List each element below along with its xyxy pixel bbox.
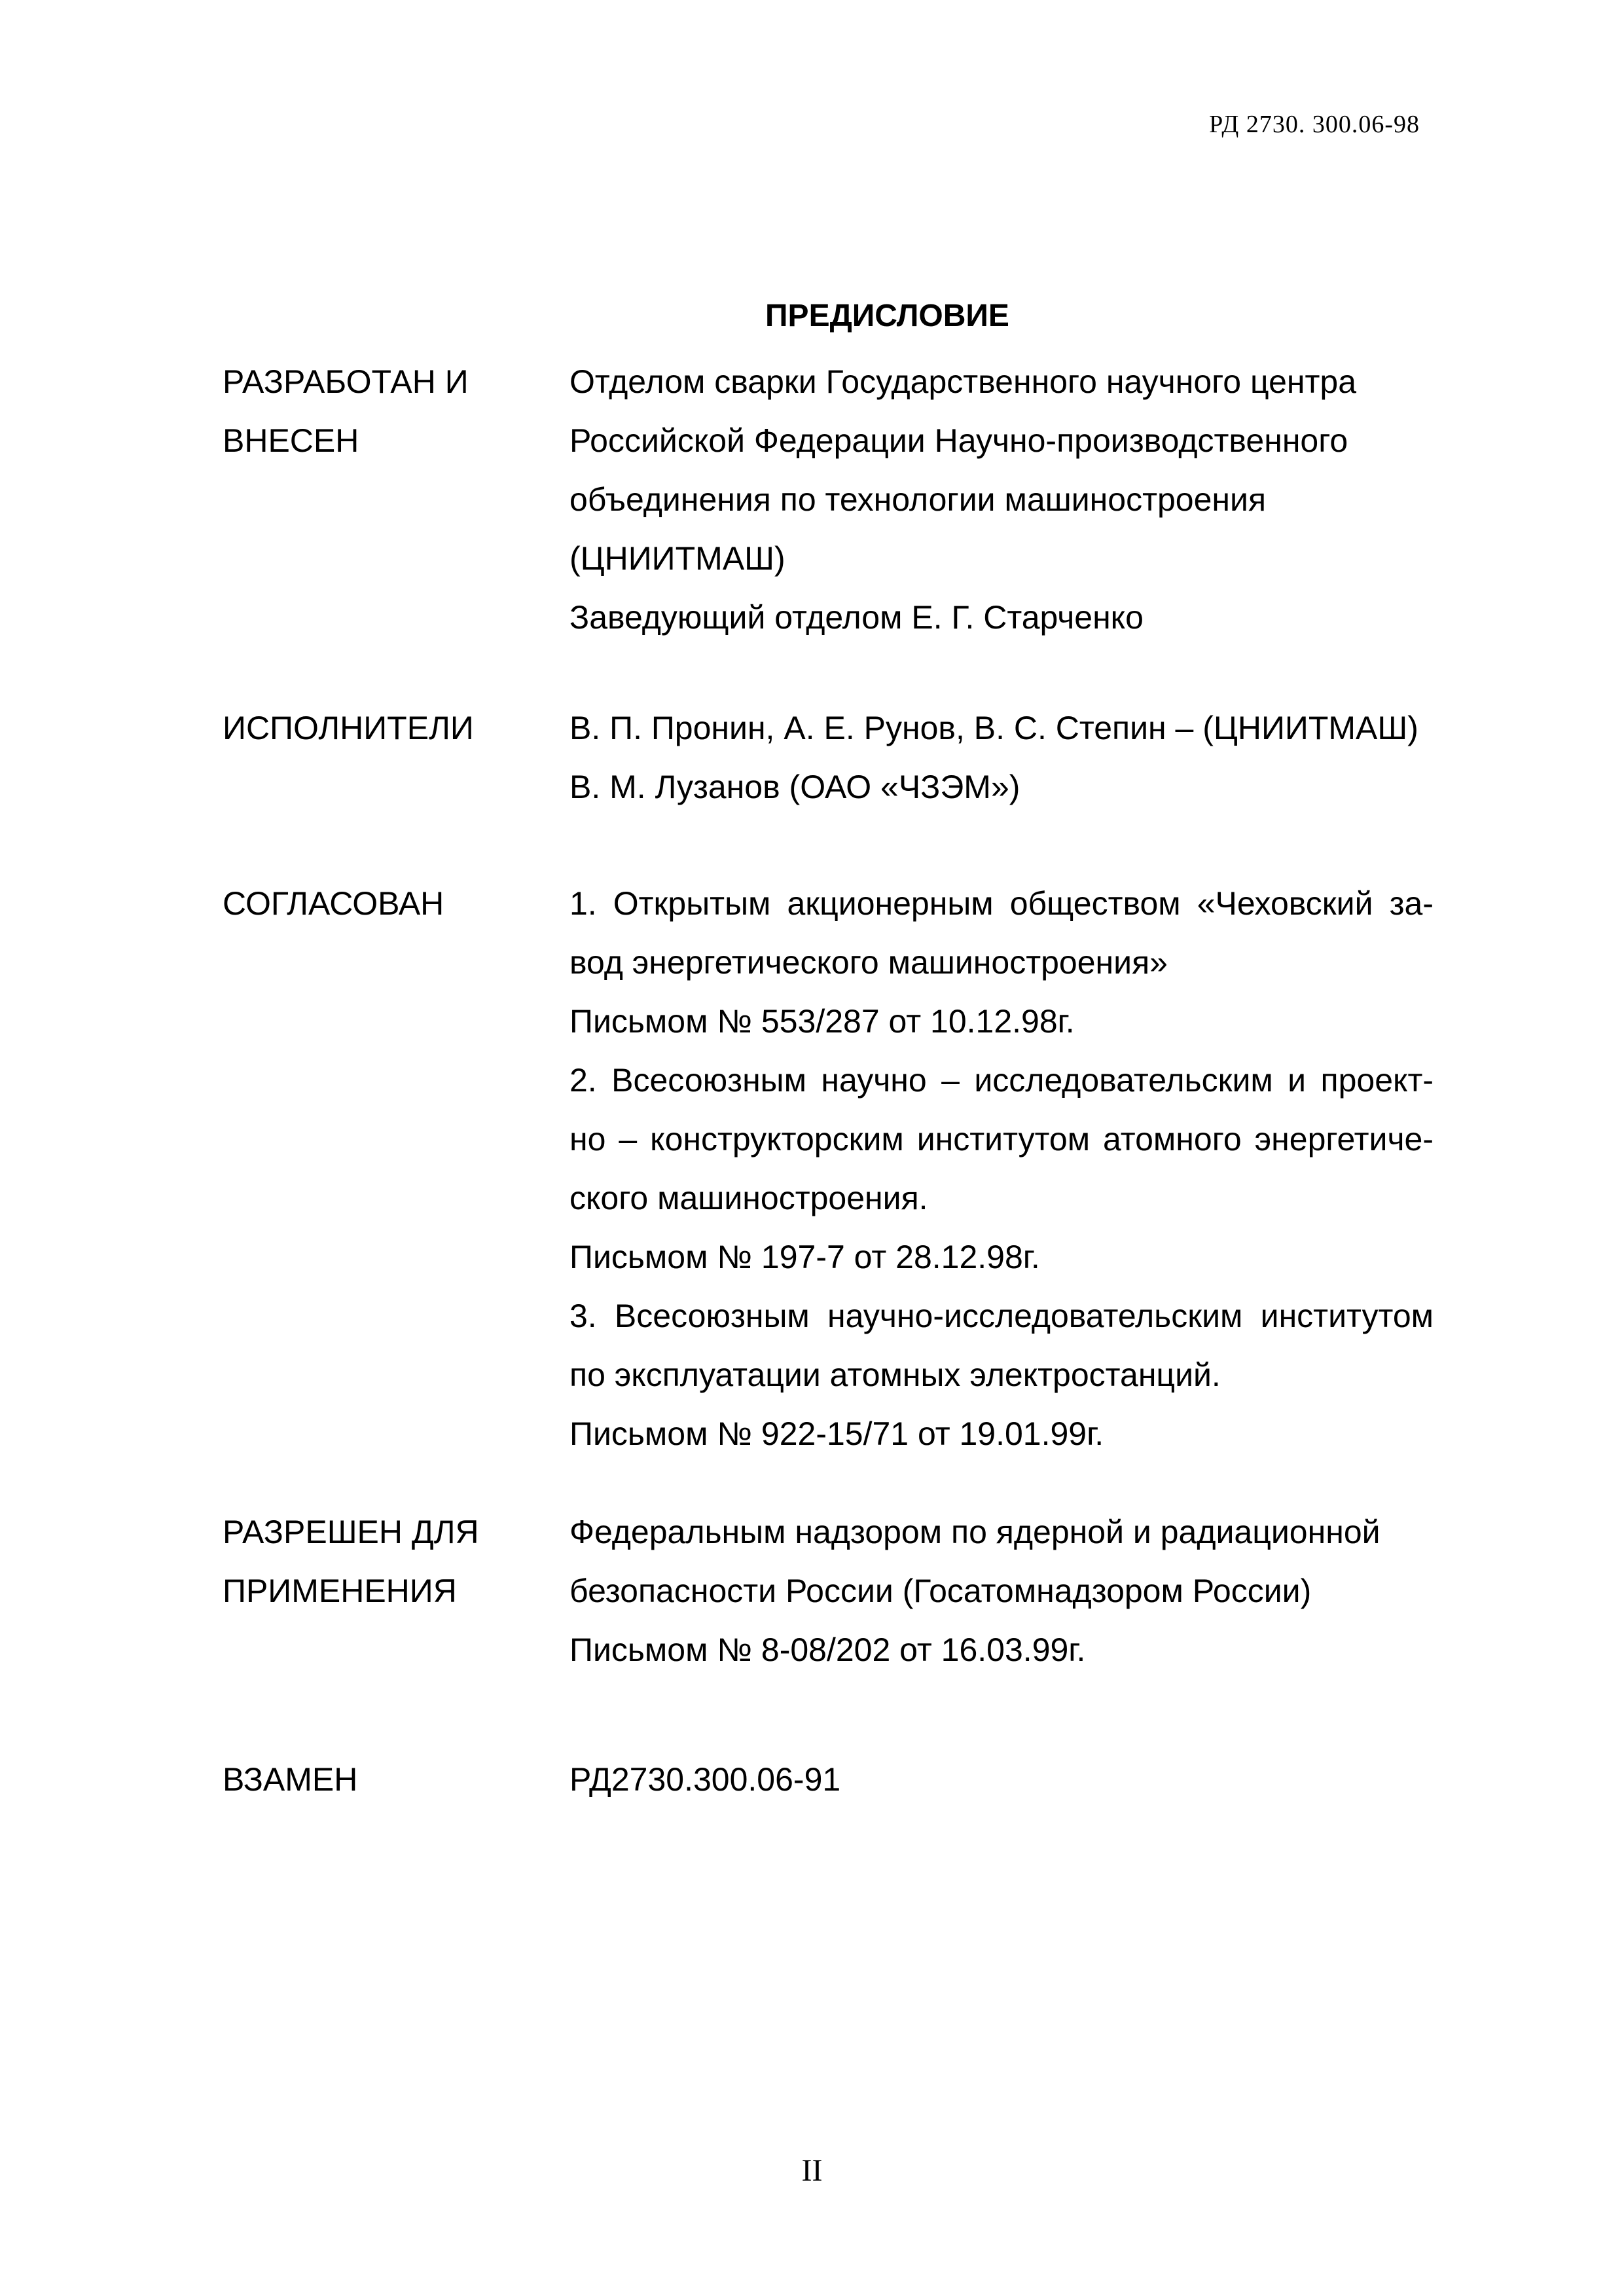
label-line: ИСПОЛНИТЕЛИ [223,710,474,746]
section-body [569,874,1434,1463]
body-line: Отделом сварки Государственного научного центра [569,363,1357,400]
body-line [569,1286,1434,1345]
section-body [569,1503,1434,1679]
body-line: Письмом № 8-08/202 от 16.03.99г. [569,1631,1086,1668]
body-line: Российской Федерации Научно-производственного [569,422,1348,459]
label-line: ВНЕСЕН [223,422,359,459]
section-label [223,874,537,933]
label-line: ВЗАМЕН [223,1761,358,1798]
body-line: Федеральным надзором по ядерной и радиационной [569,1514,1380,1550]
body-line [569,1110,1434,1169]
label-line: РАЗРЕШЕН ДЛЯ [223,1514,479,1550]
body-line-text: 3. Всесоюзным научно-исследовательским институтом [569,1298,1434,1334]
body-line: РД2730.300.06-91 [569,1761,841,1798]
section-body [569,352,1434,647]
label-line: РАЗРАБОТАН И [223,363,469,400]
body-line: В. М. Лузанов (ОАО «ЧЗЭМ») [569,769,1020,805]
body-line: Письмом № 922-15/71 от 19.01.99г. [569,1415,1104,1452]
body-line-text: 1. Открытым акционерным обществом «Чеховский за- [569,885,1434,922]
body-line: (ЦНИИТМАШ) [569,540,785,577]
body-line: Письмом № 553/287 от 10.12.98г. [569,1003,1075,1040]
body-line: по эксплуатации атомных электростанций. [569,1357,1221,1393]
section-body [569,1750,1434,1809]
body-line [569,874,1434,933]
page-number: II [801,2153,823,2188]
section-label [223,699,537,757]
body-line: В. П. Пронин, А. Е. Рунов, В. С. Степин – (ЦНИИТМАШ) [569,710,1418,746]
body-line-text: 2. Всесоюзным научно – исследовательским и проект- [569,1062,1434,1099]
document-code: РД 2730. 300.06-98 [1209,111,1420,138]
body-line: ского машиностроения. [569,1180,928,1216]
body-line: Заведующий отделом Е. Г. Старченко [569,599,1144,636]
section-label [223,352,537,470]
body-line [569,1051,1434,1110]
body-line: объединения по технологии машиностроения [569,481,1267,518]
body-line: вод энергетического машиностроения» [569,944,1168,981]
body-line-text: но – конструкторским институтом атомного энергетиче- [569,1121,1434,1157]
section-body [569,699,1434,816]
section-label [223,1750,537,1809]
label-line: ПРИМЕНЕНИЯ [223,1573,457,1609]
label-line: СОГЛАСОВАН [223,885,444,922]
page-title: ПРЕДИСЛОВИЕ [765,299,1009,333]
body-line: безопасности России (Госатомнадзором России) [569,1573,1312,1609]
section-label [223,1503,537,1620]
body-line: Письмом № 197-7 от 28.12.98г. [569,1239,1040,1275]
